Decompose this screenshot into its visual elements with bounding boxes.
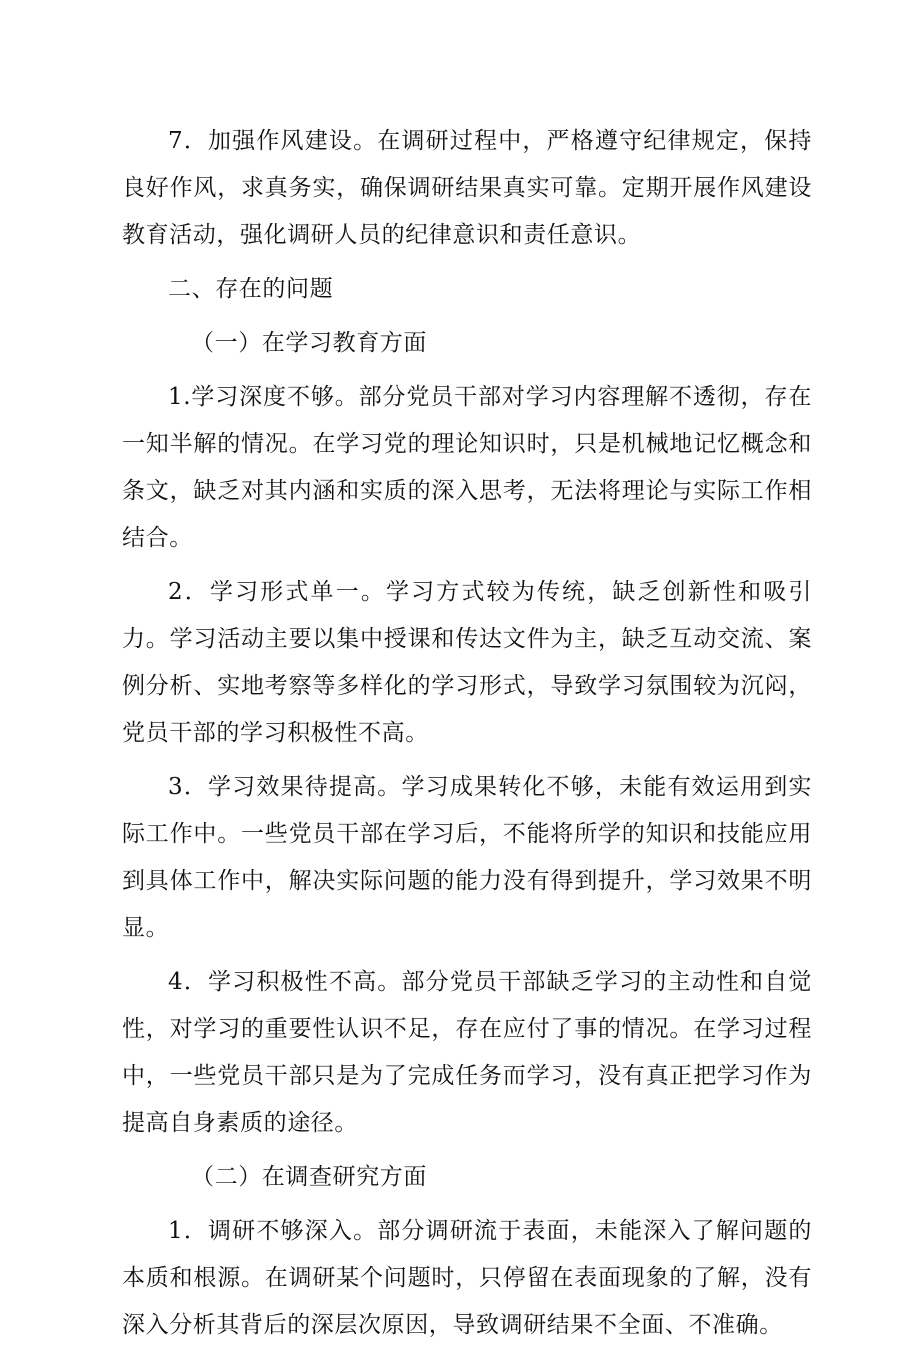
paragraph-style-building: 7．加强作风建设。在调研过程中，严格遵守纪律规定，保持良好作风，求真务实，确保调研结果真实可靠。定期开展作风建设教育活动，强化调研人员的纪律意识和责任意识。 xyxy=(122,128,812,248)
paragraph-investigation-depth: 1．调研不够深入。部分调研流于表面，未能深入了解问题的本质和根源。在调研某个问题时，只停留在表面现象的了解，没有深入分析其背后的深层次原因，导致调研结果不全面、不准确。 xyxy=(122,1218,812,1338)
section-heading-problems: 二、存在的问题 xyxy=(168,276,334,302)
subsection-heading-study-education: （一）在学习教育方面 xyxy=(191,330,427,356)
paragraph-study-depth: 1.学习深度不够。部分党员干部对学习内容理解不透彻，存在一知半解的情况。在学习党的理论知识时，只是机械地记忆概念和条文，缺乏对其内涵和实质的深入思考，无法将理论与实际工作相结合。 xyxy=(122,384,812,551)
document-body xyxy=(122,118,812,1349)
subsection-heading-investigation: （二）在调查研究方面 xyxy=(191,1164,427,1190)
paragraph-study-effect: 3．学习效果待提高。学习成果转化不够，未能有效运用到实际工作中。一些党员干部在学习后，不能将所学的知识和技能应用到具体工作中，解决实际问题的能力没有得到提升，学习效果不明显。 xyxy=(122,774,812,941)
paragraph-study-enthusiasm: 4．学习积极性不高。部分党员干部缺乏学习的主动性和自觉性，对学习的重要性认识不足，存在应付了事的情况。在学习过程中，一些党员干部只是为了完成任务而学习，没有真正把学习作为提高自身素质的途径。 xyxy=(122,969,812,1136)
paragraph-study-format: 2．学习形式单一。学习方式较为传统，缺乏创新性和吸引力。学习活动主要以集中授课和传达文件为主，缺乏互动交流、案例分析、实地考察等多样化的学习形式，导致学习氛围较为沉闷，党员干部的学习积极性不高。 xyxy=(122,579,812,746)
